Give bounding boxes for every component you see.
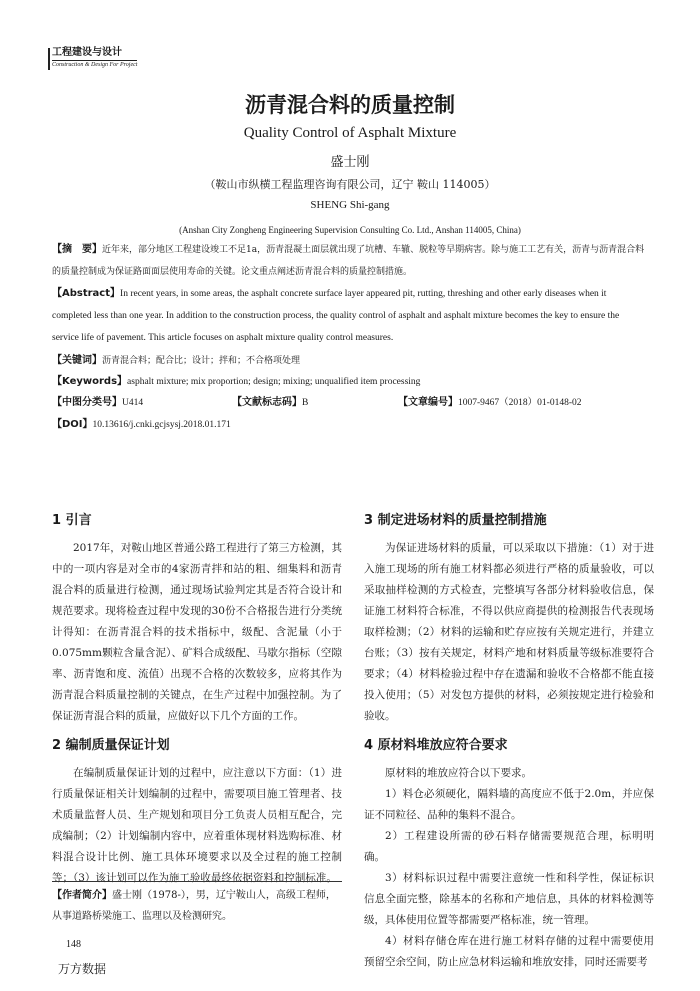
wanfang-watermark: 万方数据: [58, 962, 107, 976]
journal-header: [52, 47, 137, 69]
author-note-text: 盛士刚（1978-），男，辽宁鞍山人，高级工程师，从事道路桥梁施工、监理以及检测研究。: [52, 890, 336, 922]
abstract-en-label: 【Abstract】: [52, 288, 121, 299]
doi-value: 10.13616/j.cnki.gcjsysj.2018.01.171: [92, 420, 231, 430]
article-no-label: 【文章编号】: [398, 397, 458, 408]
journal-marker-bar: [48, 48, 50, 70]
doi: [52, 415, 231, 430]
keywords-cn-text: 沥青混合料；配合比；设计；拌和；不合格项处理: [102, 356, 301, 366]
keywords-en-text: asphalt mixture; mix proportion; design; mixing; unqualified item processing: [127, 377, 421, 387]
list-item: 2）工程建设所需的砂石料存储需要规范合理，标明明确。: [364, 830, 654, 863]
affiliation-en: (Anshan City Zongheng Engineering Supervision Consulting Co. Ltd., Anshan 114005, China): [179, 225, 521, 235]
abstract-cn-label: 【摘 要】: [52, 244, 102, 255]
clc-value: U414: [122, 398, 144, 408]
affiliation-cn: （鞍山市纵横工程监理咨询有限公司，辽宁 鞍山 114005）: [204, 178, 496, 191]
list-item: 4）材料存储仓库在进行施工材料存储的过程中需要使用预留空余空间，防止应急材料运输和堆放安排，同时还需要考: [364, 935, 654, 968]
section-1-heading: 1 引言: [52, 513, 92, 528]
section-3-text: 为保证进场材料的质量，可以采取以下措施：（1）对于进入施工现场的所有施工材料都必须进行严格的质量验收，可以采取抽样检测的方式检查，完整填写各部分材料验收信息，保证施工材料符合标准，不得以供应商提供的检测报告代表现场取样检测；（2）材料的运输和贮存应按有关规定进行，并建立台账；（3）按有关规定，材料产地和材料质量等级标准要符合要求；（4）材料检验过程中存在遗漏和验收不合格都不能直接投入使用；（5）对发包方提供的材料，必须按规定进行检验和验收。: [364, 542, 654, 722]
doi-label: 【DOI】: [52, 419, 93, 430]
document-code: [232, 393, 308, 408]
section-3-heading: 3 制定进场材料的质量控制措施: [364, 513, 547, 528]
abstract-cn-text: 近年来，部分地区工程建设竣工不足1a，沥青混凝土面层就出现了坑槽、车辙、脱粒等早期病害。除与施工工艺有关，沥青与沥青混合料的质量控制成为保证路面面层使用寿命的关键。论文重点阐述沥青混合料的质量控制措施。: [52, 245, 645, 277]
author-cn: 盛士刚: [330, 155, 370, 170]
keywords-cn-label: 【关键词】: [52, 355, 102, 366]
journal-name-en: Construction & Design For Project: [52, 62, 138, 68]
title-en: Quality Control of Asphalt Mixture: [243, 125, 457, 141]
keywords-cn: [52, 350, 648, 372]
abstract-en-text: In recent years, in some areas, the asphalt concrete surface layer appeared pit, rutting, threshing and other early diseases when it completed less than one year. In addition to the construction process, the quality control of asphalt and asphalt mixture becomes the key to ensure the service life of pavement. This article focuses on asphalt mixture quality control measures.: [52, 289, 620, 343]
clc-label: 【中图分类号】: [52, 397, 122, 408]
section-4-heading: 4 原材料堆放应符合要求: [364, 738, 508, 753]
author-note-label: 【作者简介】: [52, 890, 112, 901]
abstract-cn: [52, 239, 648, 283]
list-item: 3）材料标识过程中需要注意统一性和科学性，保证标识信息全面完整，除基本的名称和产地信息，具体的材料检测等级，具体使用位置等都需要严格标准，统一管理。: [364, 872, 654, 926]
right-column: [364, 508, 654, 973]
article-no-value: 1007-9467（2018）01-0148-02: [458, 398, 582, 408]
journal-name-cn: 工程建设与设计: [52, 47, 122, 58]
doc-code-value: B: [302, 398, 309, 408]
title-cn: 沥青混合料的质量控制: [245, 93, 455, 117]
keywords-en-label: 【Keywords】: [52, 376, 128, 387]
author-en: SHENG Shi-gang: [310, 199, 390, 211]
author-note: [52, 881, 342, 927]
left-column: [52, 508, 342, 889]
section-1-text: 2017年，对鞍山地区普通公路工程进行了第三方检测，其中的一项内容是对全市的4家沥青拌和站的粗、细集料和沥青混合料的质量进行检测，通过现场试验判定其是否符合设计和规范要求。现将检查过程中发现的30份不合格报告进行分类统计得知：在沥青混合料的技术指标中，级配、含泥量（小于0.075mm颗粒含量含泥）、矿料合成级配、马歇尔指标（空隙率、沥青饱和度、流值）出现不合格的次数较多，应将其作为沥青混合料质量控制的关键点，在生产过程中加强控制。为了保证沥青混合料的质量，应做好以下几个方面的工作。: [52, 542, 342, 722]
section-4-intro: 原材料的堆放应符合以下要求。: [385, 767, 532, 779]
keywords-en: [52, 371, 648, 393]
page-number: 148: [66, 939, 81, 950]
section-2-heading: 2 编制质量保证计划: [52, 738, 170, 753]
list-item: 1）料仓必须硬化，隔料墙的高度应不低于2.0m，并应保证不同粒径、品种的集料不混合。: [364, 788, 654, 821]
abstract-en: [52, 283, 648, 349]
section-2-text: 在编制质量保证计划的过程中，应注意以下方面：（1）进行质量保证相关计划编制的过程中，需要项目施工管理者、技术质量监督人员、生产规划和项目分工负责人员相互配合，完成编制；（2）计划编制内容中，应着重体现材料选购标准、材料混合设计比例、施工具体环境要求以及全过程的施工控制等；（3）该计划可以作为施工验收最终依据资料和控制标准。: [52, 767, 342, 884]
article-number: [398, 393, 582, 408]
doc-code-label: 【文献标志码】: [232, 397, 302, 408]
clc-number: [52, 393, 143, 408]
